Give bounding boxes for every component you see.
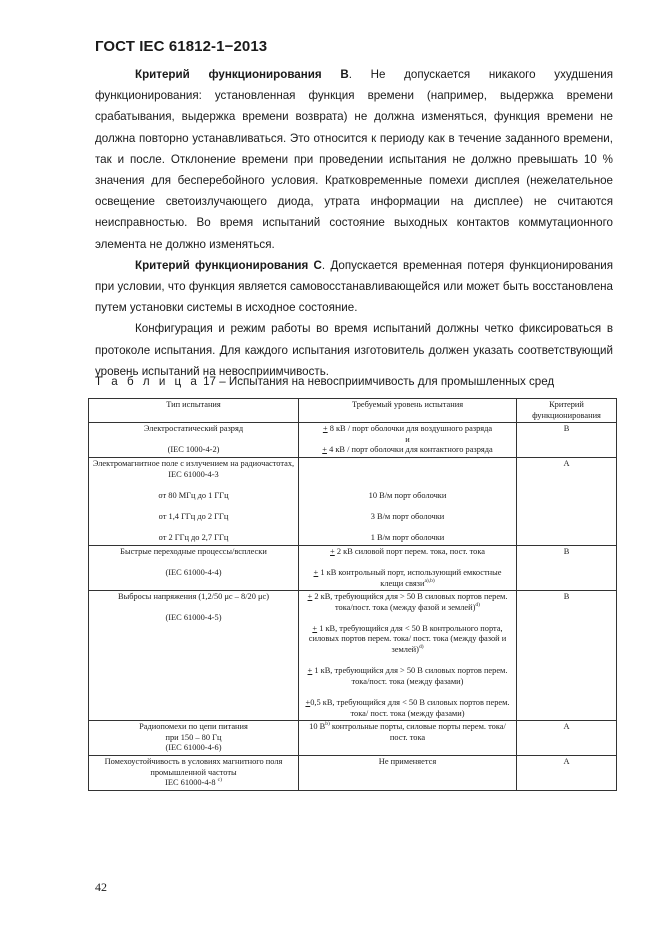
table-row — [89, 756, 617, 791]
footnote-ref: b) — [325, 721, 330, 728]
plus-minus-sign: + — [313, 567, 319, 577]
test-level-text: 10 В/м порт оболочки — [368, 490, 447, 500]
table-caption-label: Т а б л и ц а — [95, 375, 200, 388]
test-level-text: 1 кВ контрольный порт, использующий емкостные клещи связи — [318, 567, 502, 588]
test-level-line — [302, 722, 513, 743]
test-type-name: Радиопомехи по цепи питания — [139, 722, 248, 732]
test-type-name: Выбросы напряжения (1,2/50 μс – 8/20 μс) — [117, 592, 270, 602]
table-row — [89, 721, 617, 756]
test-level-text: контрольные порты, силовые порты перем. тока/пост. тока — [329, 722, 506, 742]
frequency-range: от 1,4 ГГц до 2 ГГц — [158, 511, 229, 521]
table-caption — [95, 375, 554, 388]
test-level-line — [302, 624, 513, 656]
test-type-name: Помехоустойчивость в условиях магнитного поля промышленной частоты — [104, 757, 283, 777]
cell-test-type — [89, 721, 299, 756]
table-row — [89, 457, 617, 545]
plus-minus-sign: + — [330, 546, 335, 556]
table-row — [89, 423, 617, 458]
test-type-name: Электромагнитное поле с излучением на радиочастотах, IEC 61000-4-3 — [92, 458, 295, 479]
cell-criterion: A — [517, 721, 617, 756]
table-caption-number: 17 — [203, 375, 216, 388]
test-level-text: 1 кВ, требующийся для > 50 В силовых портов перем. тока/пост. тока (между фазами) — [312, 666, 508, 686]
test-level-line — [302, 424, 513, 435]
test-level-line — [302, 547, 513, 558]
plus-minus-sign: + — [307, 592, 313, 602]
cell-test-level — [299, 423, 517, 458]
test-type-standard: (IEC 1000-4-2) — [167, 445, 220, 455]
plus-minus-sign: + — [307, 666, 313, 676]
header-criterion: Критерий функционирования — [517, 399, 617, 423]
paragraph-criterion-b — [95, 64, 613, 255]
test-level-line — [302, 568, 513, 589]
footnote-ref: d) — [475, 601, 480, 608]
criterion-c-text: . Допускается временная потеря функционирования при условии, что функция является самовосстанавливающейся или может быть восстановлена путем установки системы в исходное состояние. — [95, 258, 613, 315]
cell-test-type — [89, 545, 299, 590]
cell-criterion: B — [517, 423, 617, 458]
table-caption-title: – Испытания на невосприимчивость для промышленных сред — [215, 375, 555, 388]
cell-test-type — [89, 423, 299, 458]
paragraph-criterion-c — [95, 255, 613, 319]
test-level-text: 0,5 кВ, требующийся для < 50 В силовых портов перем. тока/ пост. тока (между фазами) — [310, 698, 510, 718]
test-level-and: и — [405, 434, 410, 444]
plus-minus-sign: + — [322, 424, 328, 434]
paragraph-configuration: Конфигурация и режим работы во время испытаний должны четко фиксироваться в протоколе испытания. Для каждого испытания изготовитель должен указать соответствующий уровень испытаний на невосприимчивость. — [95, 322, 613, 378]
plus-minus-sign: + — [322, 445, 327, 455]
cell-criterion: B — [517, 591, 617, 721]
criterion-b-text: . Не допускается никакого ухудшения функционирования: установленная функция времени (например, выдержка времени срабатывания, выдержка времени возврата) не должна изменяться, функция времени не должна повторно устанавливаться. Это относится к периоду как в течение заданного времени, так и после. Отклонение времени при проведении испытания не должно превышать 10 % значения для бесперебойного условия. Кратковременные помехи дисплея (нежелательное освещение светоизлучающего диода, утрата информации на дисплее) не считаются неисправностью. Во время испытаний состояние выходных контактов коммутационного элемента не должно изменяться. — [95, 68, 613, 251]
table-row — [89, 545, 617, 590]
plus-minus-sign: + — [312, 623, 318, 633]
test-level-value: 10 В — [309, 722, 326, 732]
footnote-ref: c) — [217, 777, 222, 784]
footnote-ref: d) — [418, 644, 424, 651]
immunity-tests-table — [88, 398, 617, 791]
test-level-text: 2 кВ, требующийся для > 50 В силовых портов перем. тока/пост. тока (между фазой и землей) — [312, 592, 508, 612]
cell-criterion: A — [517, 756, 617, 791]
criterion-b-lead: Критерий функционирования B — [135, 68, 349, 81]
test-type-standard: (IEC 61000-4-6) — [165, 743, 222, 753]
page-number: 42 — [95, 880, 107, 894]
table-header-row — [89, 399, 617, 423]
document-header: ГОСТ IEC 61812-1−2013 — [95, 38, 268, 55]
footnote-ref: a),b) — [424, 577, 435, 584]
cell-test-level — [299, 721, 517, 756]
test-level-line — [302, 698, 513, 719]
cell-criterion: A — [517, 457, 617, 545]
test-type-standard-line — [92, 778, 295, 789]
test-level-text: 2 кВ силовой порт перем. тока, пост. тока — [334, 546, 485, 556]
cell-test-level — [299, 591, 517, 721]
header-test-type: Тип испытания — [89, 399, 299, 423]
cell-test-type — [89, 756, 299, 791]
test-level-line — [302, 666, 513, 687]
test-level-line — [302, 592, 513, 613]
test-level-text: 1 В/м порт оболочки — [370, 533, 445, 543]
test-level-text: 4 кВ / порт оболочки для контактного разряда — [326, 445, 493, 455]
test-type-standard: (IEC 61000-4-4) — [165, 567, 222, 577]
table-row — [89, 591, 617, 721]
frequency-range: от 2 ГГц до 2,7 ГГц — [158, 533, 229, 543]
test-level-line — [302, 445, 513, 456]
plus-minus-sign: + — [305, 698, 311, 708]
cell-criterion: B — [517, 545, 617, 590]
cell-test-level — [299, 457, 517, 545]
criterion-c-lead: Критерий функционирования C — [135, 258, 322, 272]
cell-test-level: Не применяется — [299, 756, 517, 791]
test-level-text: 8 кВ / порт оболочки для воздушного разряда — [327, 424, 493, 434]
frequency-range: при 150 – 80 Гц — [165, 732, 222, 742]
frequency-range: от 80 МГц до 1 ГГц — [158, 490, 229, 500]
cell-test-level — [299, 545, 517, 590]
body-text — [95, 64, 613, 382]
test-level-text: 1 кВ, требующийся для < 50 В контрольного порта, силовых портов перем. тока/ пост. тока (между фазой и землей) — [308, 623, 507, 655]
test-type-standard: IEC 61000-4-8 — [165, 778, 216, 788]
test-type-name: Электростатический разряд — [143, 424, 244, 434]
test-type-standard: (IEC 61000-4-5) — [165, 613, 222, 623]
cell-test-type — [89, 457, 299, 545]
header-test-level: Требуемый уровень испытания — [299, 399, 517, 423]
test-level-text: 3 В/м порт оболочки — [370, 511, 445, 521]
cell-test-type — [89, 591, 299, 721]
test-type-name: Быстрые переходные процессы/всплески — [120, 546, 267, 556]
